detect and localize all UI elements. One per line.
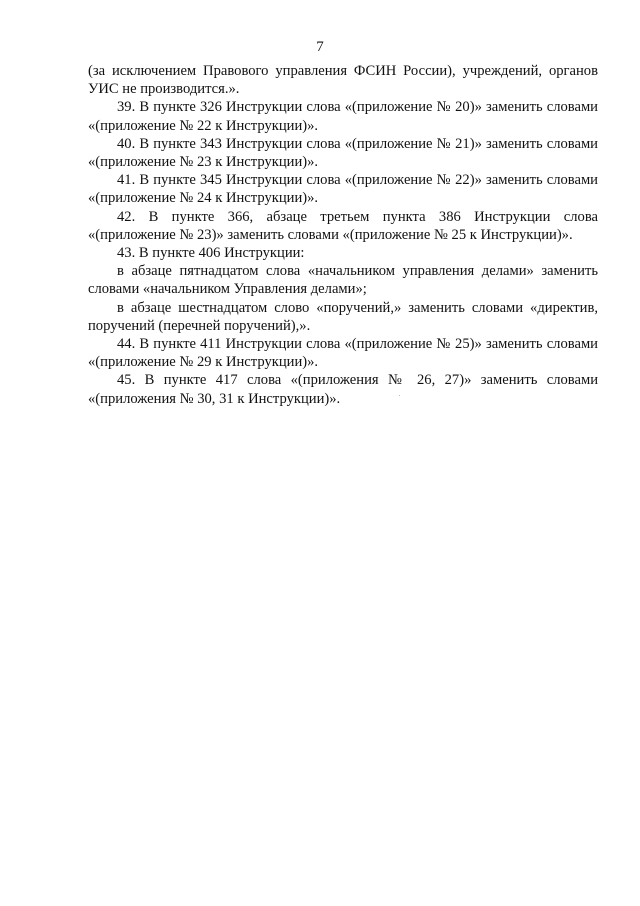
paragraph-item-43: 43. В пункте 406 Инструкции:: [117, 245, 305, 262]
scan-speck: [399, 395, 400, 396]
paragraph-item-40: 40. В пункте 343 Инструкции слова «(приложение № 21)» заменить словами «(приложение № 23 к Инструкции)».: [88, 135, 598, 171]
document-body: [88, 62, 598, 408]
paragraph-item-41: 41. В пункте 345 Инструкции слова «(приложение № 22)» заменить словами «(приложение № 24 к Инструкции)».: [88, 172, 598, 207]
paragraph-item-39: 39. В пункте 326 Инструкции слова «(приложение № 20)» заменить словами «(приложение № 22 к Инструкции)».: [88, 99, 598, 134]
page-number: 7: [316, 39, 324, 55]
paragraph-item-43-sub-1: в абзаце пятнадцатом слова «начальником управления делами» заменить словами «начальником Управления делами»;: [88, 263, 598, 298]
paragraph-item-43-sub-2: в абзаце шестнадцатом слово «поручений,» заменить словами «директив, поручений (перечней поручений),».: [88, 299, 598, 334]
paragraph-item-42: 42. В пункте 366, абзаце третьем пункта 386 Инструкции слова «(приложение № 23)» заменить словами «(приложение № 25 к Инструкции)».: [88, 208, 598, 243]
paragraph-item-45: 45. В пункте 417 слова «(приложения № 26, 27)» заменить словами «(приложения № 30, 31 к Инструкции)».: [88, 372, 598, 407]
paragraph-item-44: 44. В пункте 411 Инструкции слова «(приложение № 25)» заменить словами «(приложение № 29 к Инструкции)».: [88, 336, 598, 371]
paragraph-continuation: (за исключением Правового управления ФСИН России), учреждений, органов УИС не производится.».: [88, 63, 598, 98]
